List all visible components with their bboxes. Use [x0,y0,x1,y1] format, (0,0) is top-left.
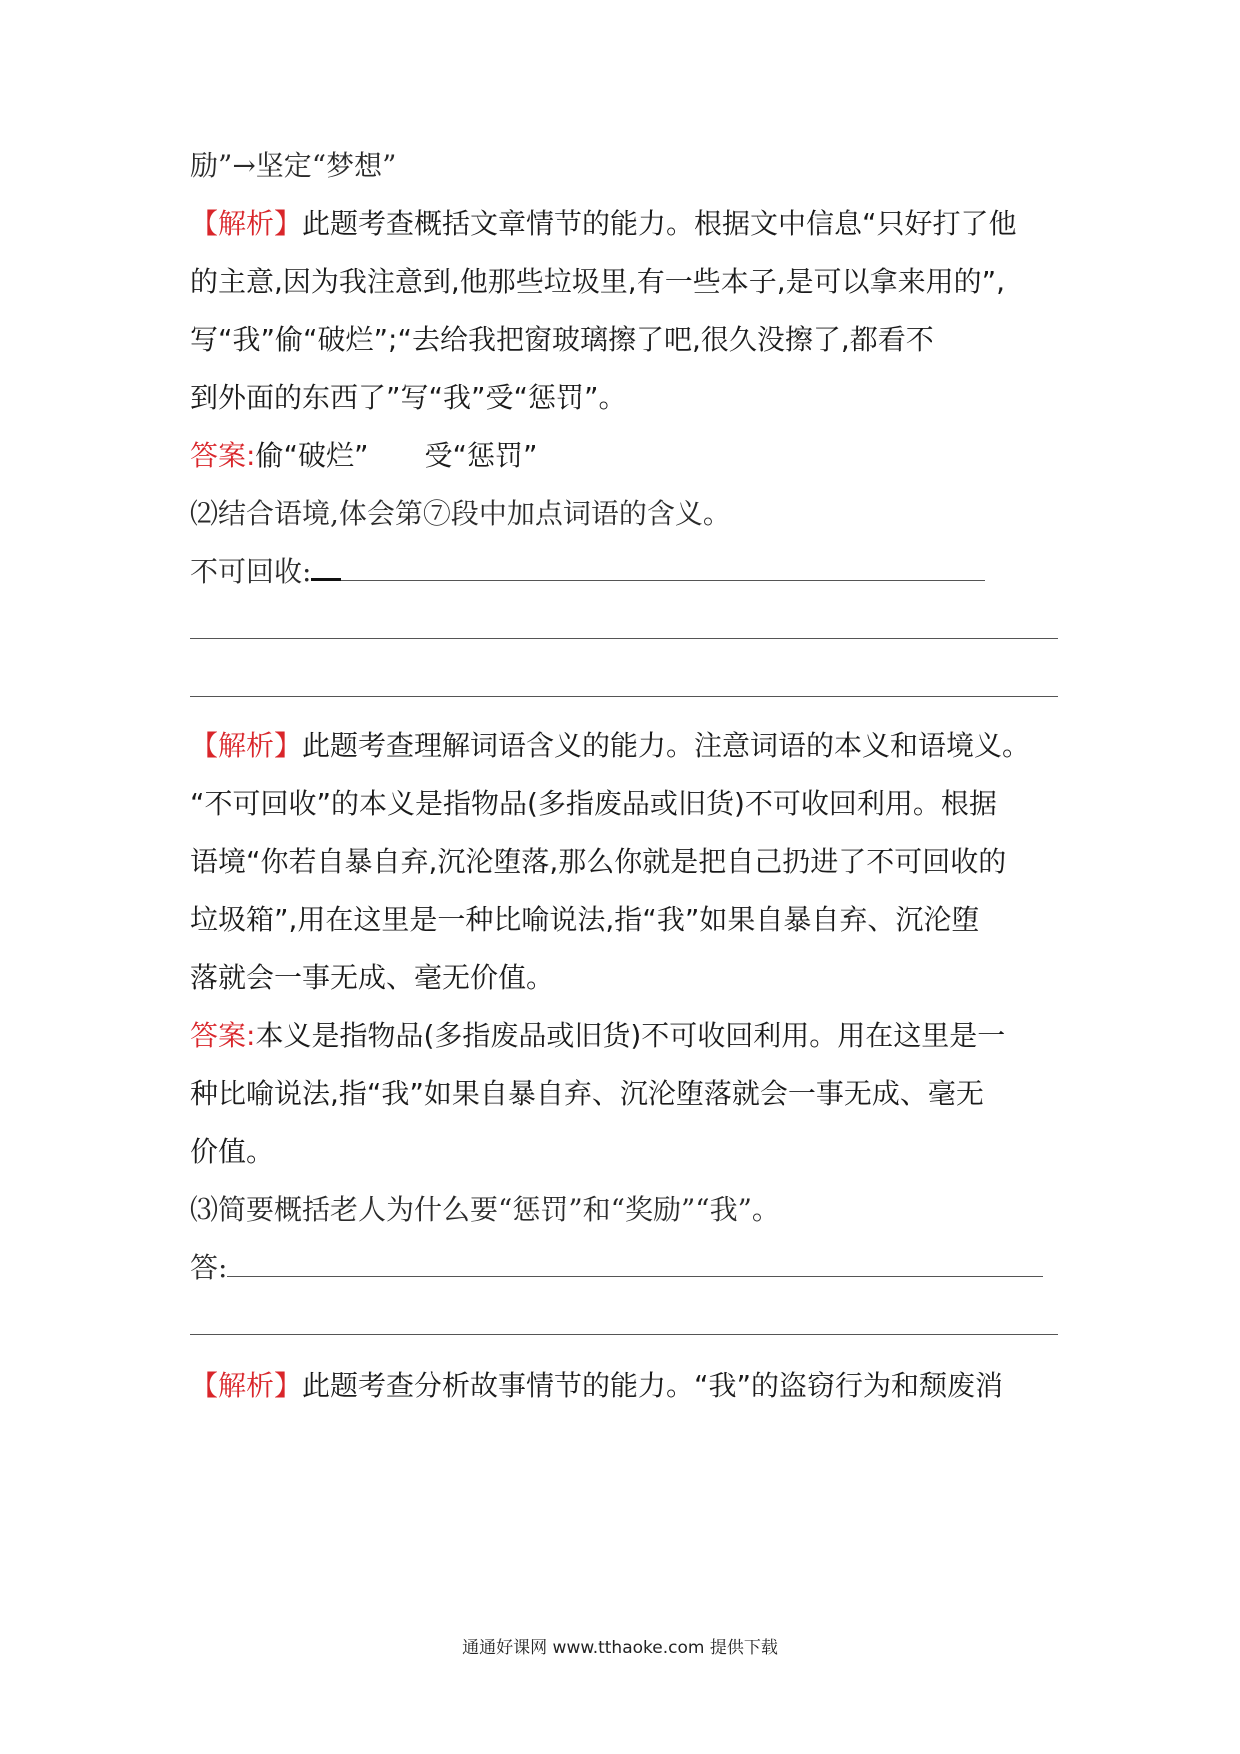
text-line: 写“我”偷“破烂”;“去给我把窗玻璃擦了吧,很久没擦了,都看不 [190,323,934,356]
answer-tag: 答案: [190,1019,256,1052]
answer-blank[interactable] [341,554,985,581]
answer-paragraph [190,436,1060,476]
question-2-answer-row [190,552,1060,592]
question-3: ⑶简要概括老人为什么要“惩罚”和“奖励”“我”。 [190,1193,780,1226]
question-2: ⑵结合语境,体会第⑦段中加点词语的含义。 [190,497,731,530]
question-3-label: 答: [190,1251,228,1284]
analysis-tag: 【解析】 [190,1369,303,1402]
text-segment: 偷“破烂” 受“惩罚” [255,439,538,472]
analysis-tag: 【解析】 [190,207,303,240]
text-line: 种比喻说法,指“我”如果自暴自弃、沉沦堕落就会一事无成、毫无 [190,1077,984,1110]
text-line: “不可回收”的本义是指物品(多指废品或旧货)不可收回利用。根据 [190,787,997,820]
answer-blank-line[interactable] [190,696,1058,697]
answer-blank-line[interactable] [190,638,1058,639]
text-line: 励”→坚定“梦想” [190,149,397,182]
answer-blank-start[interactable] [311,552,341,581]
text-line: 价值。 [190,1135,275,1168]
answer-blank[interactable] [227,1250,1043,1277]
analysis-paragraph [190,204,1060,244]
answer-paragraph [190,1016,1060,1056]
text-line: 语境“你若自暴自弃,沉沦堕落,那么你就是把自己扔进了不可回收的 [190,845,1007,878]
text-line: 落就会一事无成、毫无价值。 [190,961,555,994]
question-3-answer-row [190,1248,1060,1288]
analysis-tag: 【解析】 [190,729,303,762]
text-line: 到外面的东西了”写“我”受“惩罚”。 [190,381,627,414]
text-segment: 此题考查理解词语含义的能力。注意词语的本义和语境义。 [302,729,1031,762]
answer-blank-line[interactable] [190,1334,1058,1335]
answer-tag: 答案: [190,439,256,472]
text-line: 垃圾箱”,用在这里是一种比喻说法,指“我”如果自暴自弃、沉沦堕 [190,903,980,936]
text-line: 的主意,因为我注意到,他那些垃圾里,有一些本子,是可以拿来用的”, [190,265,1006,298]
text-segment: 此题考查分析故事情节的能力。“我”的盗窃行为和颓废消 [302,1369,1004,1402]
text-segment: 本义是指物品(多指废品或旧货)不可收回利用。用在这里是一 [255,1019,1006,1052]
question-2-label: 不可回收: [190,555,312,588]
analysis-paragraph [190,1366,1060,1406]
page-footer: 通通好课网 www.tthaoke.com 提供下载 [462,1638,778,1658]
analysis-paragraph [190,726,1060,766]
text-segment: 此题考查概括文章情节的能力。根据文中信息“只好打了他 [302,207,1017,240]
